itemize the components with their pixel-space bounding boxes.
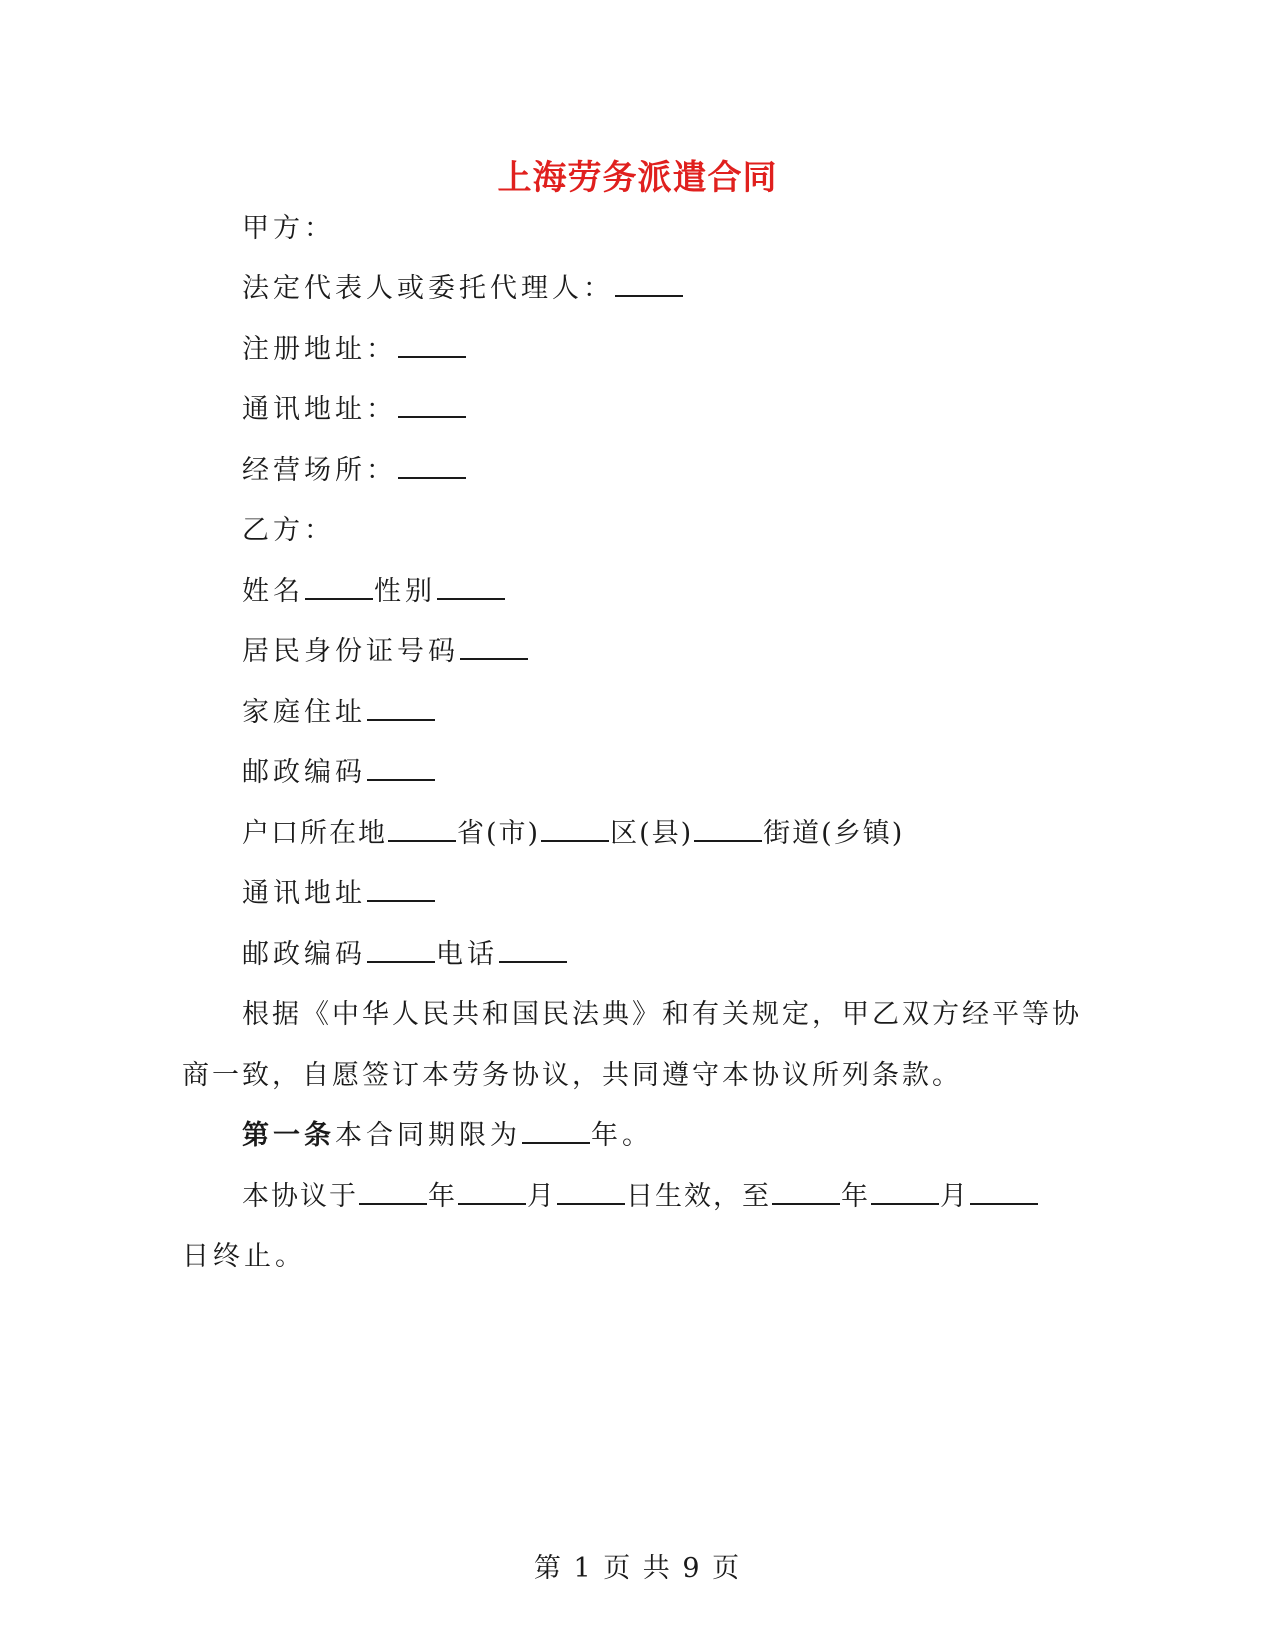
party-a-representative: 法定代表人或委托代理人： [242,271,684,307]
blank-line [437,574,505,600]
blank-line [367,876,435,902]
preamble-line-2: 商一致，自愿签订本劳务协议，共同遵守本协议所列条款。 [182,1060,962,1091]
blank-line [305,574,373,600]
article-1-heading: 第一条 [242,1120,335,1151]
blank-line [541,816,609,842]
blank-line [615,271,683,297]
blank-line [458,1179,526,1205]
party-a-business-place: 经营场所： [242,453,467,489]
blank-line [772,1179,840,1205]
blank-line [388,816,456,842]
blank-line [871,1179,939,1205]
article-1-term: 第一条本合同期限为 年。 [242,1120,653,1151]
blank-line [367,755,435,781]
party-a-registered-address: 注册地址： [242,332,467,368]
blank-line [557,1179,625,1205]
party-b-postcode-phone: 邮政编码 电话 [242,937,568,973]
blank-line [398,392,466,418]
party-b-label: 乙方： [242,515,335,546]
blank-line [359,1179,427,1205]
blank-line [522,1118,590,1144]
party-b-name-gender: 姓名 性别 [242,574,506,610]
blank-line [460,634,528,660]
party-b-id-number: 居民身份证号码 [242,634,529,670]
blank-line [367,695,435,721]
preamble-line-1: 根据《中华人民共和国民法典》和有关规定，甲乙双方经平等协 [242,999,1082,1030]
blank-line [694,816,762,842]
blank-line [398,453,466,479]
blank-line [499,937,567,963]
party-a-label: 甲方： [242,213,335,244]
document-title: 上海劳务派遣合同 [497,158,778,198]
blank-line [970,1179,1038,1205]
article-1-end: 日终止。 [182,1241,306,1272]
article-1-effective-dates: 本协议于 年 月 日生效，至 年 月 [242,1179,1039,1215]
blank-line [367,937,435,963]
party-a-mailing-address: 通讯地址： [242,392,467,428]
blank-line [398,332,466,358]
party-b-home-address: 家庭住址 [242,695,436,731]
party-b-postcode: 邮政编码 [242,755,436,791]
party-b-hukou: 户口所在地 省(市) 区(县) 街道(乡镇) [242,818,905,849]
page-number-footer: 第 1 页 共 9 页 [533,1553,742,1584]
party-b-mailing-address: 通讯地址 [242,876,436,912]
